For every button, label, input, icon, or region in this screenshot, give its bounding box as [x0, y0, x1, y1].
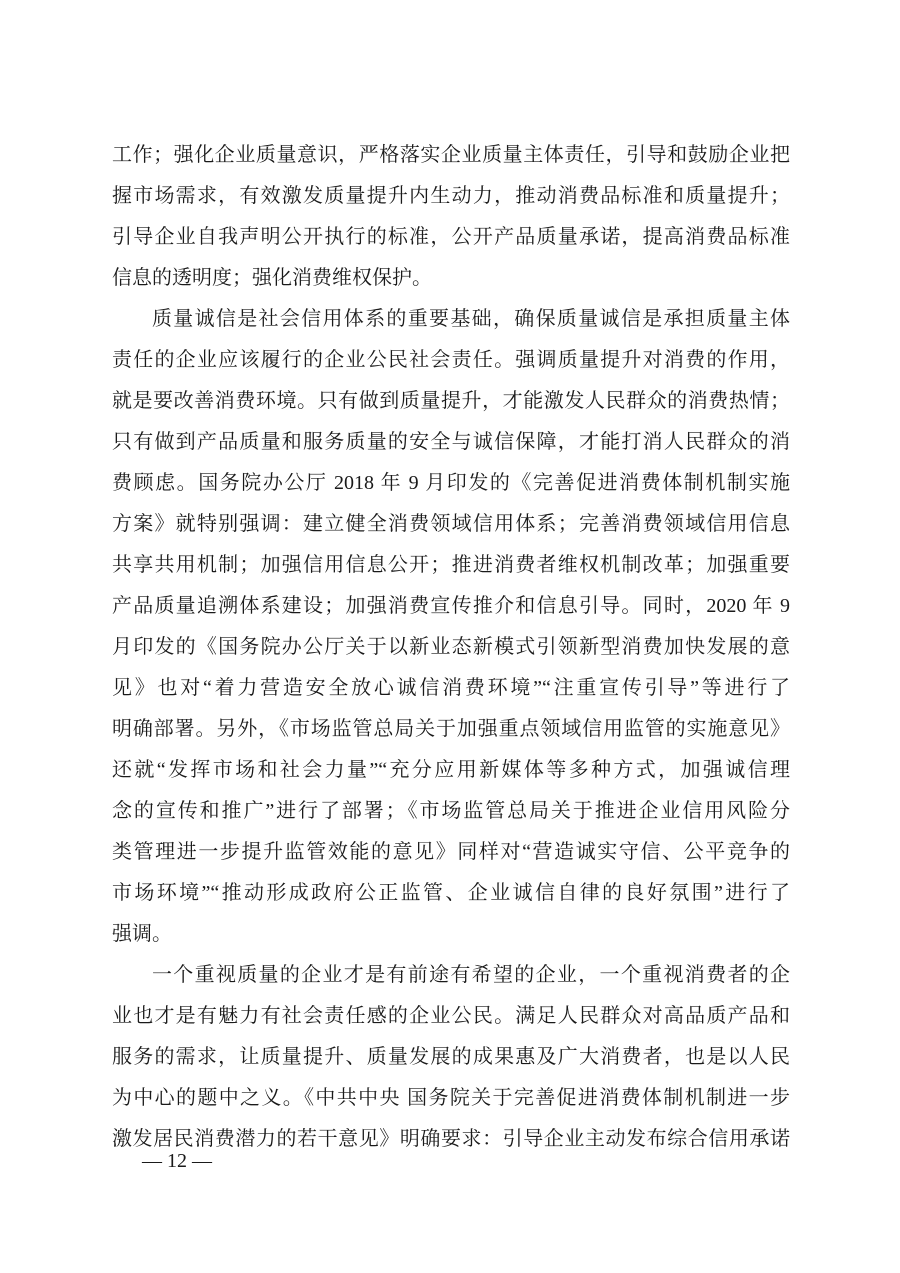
text-line-p2-7: 共享共用机制；加强信用信息公开；推进消费者维权机制改革；加强重要: [112, 554, 790, 576]
body-text: [112, 135, 790, 1160]
text-line-p2-9: 月印发的《国务院办公厅关于以新业态新模式引领新型消费加快发展的意: [112, 636, 790, 658]
text-line-p2-14: 类管理进一步提升监管效能的意见》同样对“营造诚实守信、公平竞争的: [112, 841, 790, 863]
text-line-p1-4: 信息的透明度；强化消费维权保护。: [112, 267, 432, 289]
page-number: — 12 —: [142, 1150, 212, 1172]
text-line-p2-15: 市场环境”“推动形成政府公正监管、企业诚信自律的良好氛围”进行了: [112, 882, 790, 904]
text-line-p3-1: 一个重视质量的企业才是有前途有希望的企业，一个重视消费者的企: [152, 964, 790, 986]
text-line-p2-6: 方案》就特别强调：建立健全消费领域信用体系；完善消费领域信用信息: [112, 513, 790, 535]
text-line-p2-4: 只有做到产品质量和服务质量的安全与诚信保障，才能打消人民群众的消: [112, 431, 790, 453]
text-line-p2-10: 见》也对“着力营造安全放心诚信消费环境”“注重宣传引导”等进行了: [112, 677, 790, 699]
text-line-p2-2: 责任的企业应该履行的企业公民社会责任。强调质量提升对消费的作用，: [112, 349, 790, 371]
text-line-p1-3: 引导企业自我声明公开执行的标准，公开产品质量承诺，提高消费品标准: [112, 226, 790, 248]
text-line-p3-4: 为中心的题中之义。《中共中央 国务院关于完善促进消费体制机制进一步: [112, 1087, 790, 1109]
text-line-p2-3: 就是要改善消费环境。只有做到质量提升，才能激发人民群众的消费热情；: [112, 390, 790, 412]
text-line-p1-2: 握市场需求，有效激发质量提升内生动力，推动消费品标准和质量提升；: [112, 185, 790, 207]
text-line-p1-1: 工作；强化企业质量意识，严格落实企业质量主体责任，引导和鼓励企业把: [112, 144, 790, 166]
text-line-p2-12: 还就“发挥市场和社会力量”“充分应用新媒体等多种方式，加强诚信理: [112, 759, 790, 781]
text-line-p2-16: 强调。: [112, 923, 172, 945]
text-line-p2-13: 念的宣传和推广”进行了部署；《市场监管总局关于推进企业信用风险分: [112, 800, 790, 822]
text-line-p3-3: 服务的需求，让质量提升、质量发展的成果惠及广大消费者，也是以人民: [112, 1046, 790, 1068]
text-line-p3-2: 业也才是有魅力有社会责任感的企业公民。满足人民群众对高品质产品和: [112, 1005, 790, 1027]
text-line-p2-8: 产品质量追溯体系建设；加强消费宣传推介和信息引导。同时，2020 年 9: [112, 595, 790, 617]
text-line-p2-5: 费顾虑。国务院办公厅 2018 年 9 月印发的《完善促进消费体制机制实施: [112, 472, 790, 494]
text-line-p2-1: 质量诚信是社会信用体系的重要基础，确保质量诚信是承担质量主体: [152, 308, 790, 330]
text-line-p3-5: 激发居民消费潜力的若干意见》明确要求：引导企业主动发布综合信用承诺: [112, 1128, 790, 1150]
text-line-p2-11: 明确部署。另外，《市场监管总局关于加强重点领域信用监管的实施意见》: [112, 718, 790, 740]
